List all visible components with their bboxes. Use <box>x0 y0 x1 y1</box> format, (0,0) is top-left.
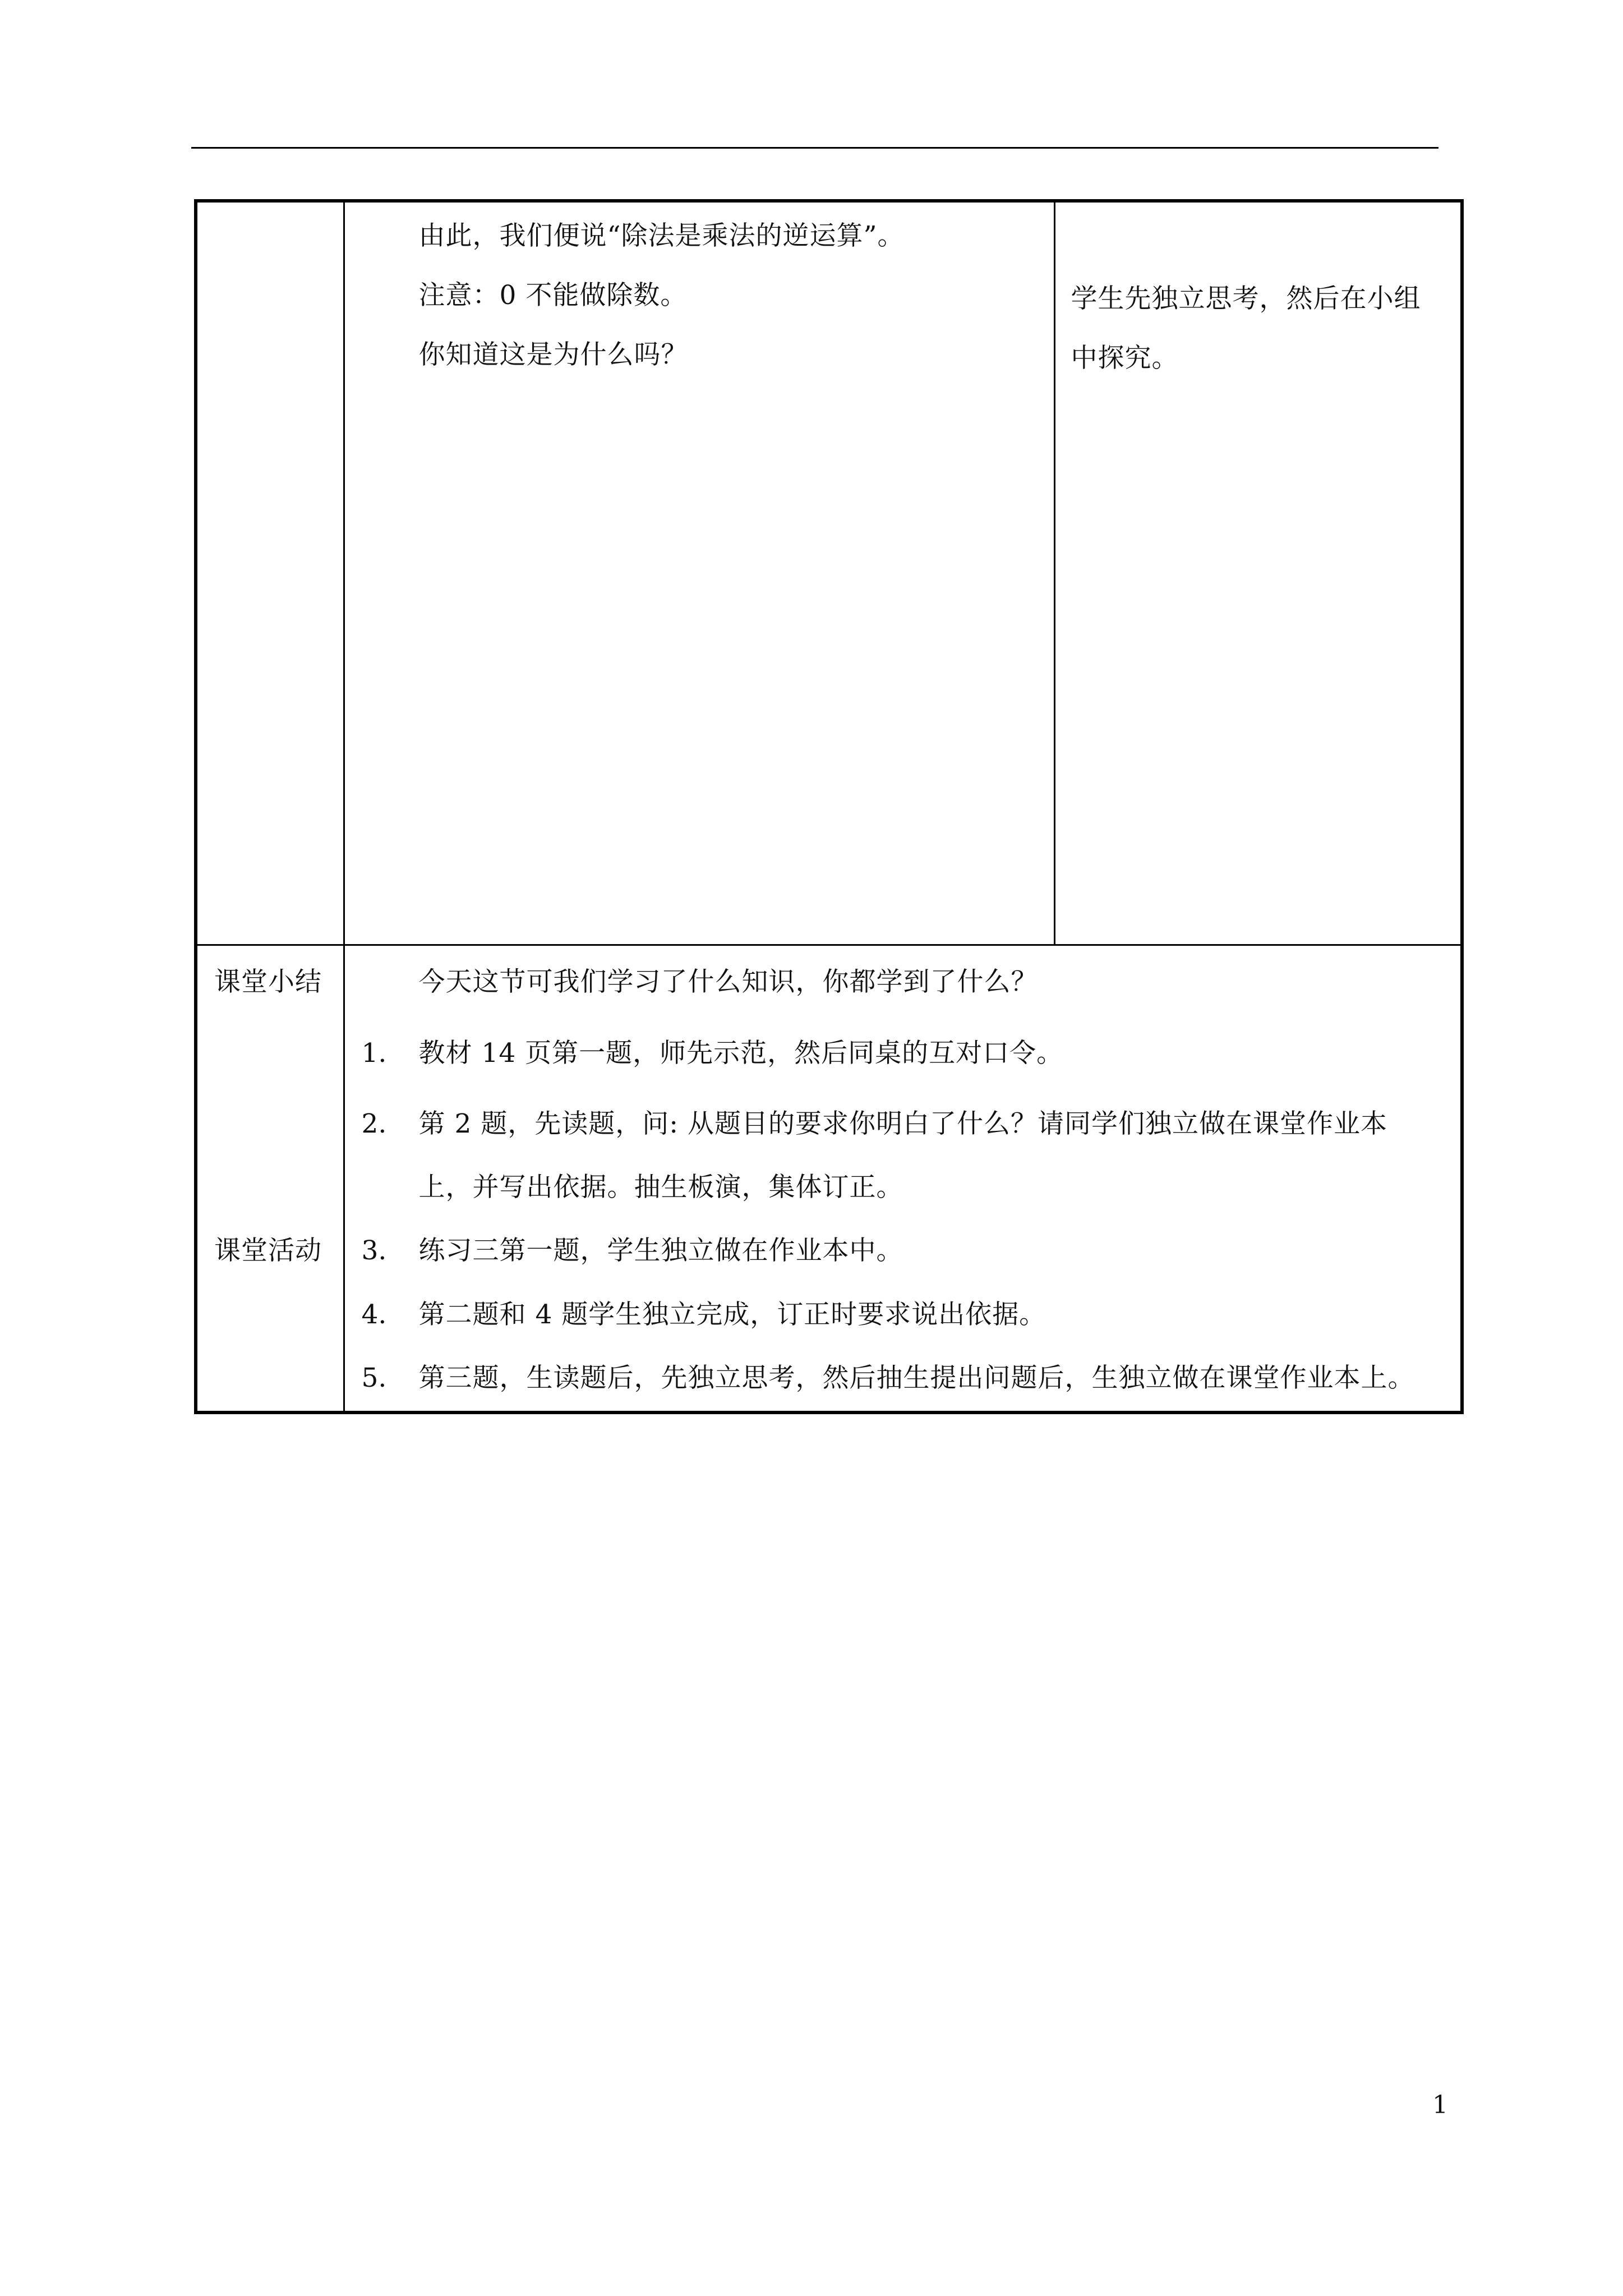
content-line-2: 注意：0 不能做除数。 <box>418 280 688 311</box>
lesson-plan-table <box>194 199 1464 1414</box>
item-4-number: 4. <box>361 1299 387 1330</box>
item-5-number: 5. <box>361 1362 387 1393</box>
item-2-continuation: 上，并写出依据。抽生板演，集体订正。 <box>418 1171 903 1203</box>
item-2-number: 2. <box>361 1108 387 1139</box>
item-3-number: 3. <box>361 1235 387 1266</box>
page-number: 1 <box>1432 2091 1448 2119</box>
summary-label-cell <box>196 945 344 1412</box>
label-activity: 课堂活动 <box>214 1235 322 1266</box>
row-label-cell <box>196 201 344 945</box>
content-line-3: 你知道这是为什么吗？ <box>418 339 688 370</box>
header-rule <box>191 147 1438 149</box>
label-summary: 课堂小结 <box>214 966 322 997</box>
note-line-1: 学生先独立思考，然后在小组 <box>1071 283 1421 314</box>
note-line-2: 中探究。 <box>1071 343 1179 374</box>
item-1-number: 1. <box>361 1037 387 1069</box>
summary-intro: 今天这节可我们学习了什么知识，你都学到了什么？ <box>418 966 1038 997</box>
item-4-text: 第二题和 4 题学生独立完成，订正时要求说出依据。 <box>418 1299 1046 1330</box>
summary-content-cell <box>344 945 1462 1412</box>
item-2-text: 第 2 题，先读题，问: 从题目的要求你明白了什么？请同学们独立做在课堂作业本 <box>418 1108 1388 1139</box>
student-activity-cell <box>1054 201 1462 945</box>
item-1-text: 教材 14 页第一题，师先示范，然后同桌的互对口令。 <box>418 1037 1064 1069</box>
table-row-process <box>196 201 1462 945</box>
content-line-1: 由此，我们便说“除法是乘法的逆运算”。 <box>418 220 905 251</box>
item-5-text: 第三题，生读题后，先独立思考，然后抽生提出问题后，生独立做在课堂作业本上。 <box>418 1362 1415 1393</box>
table-row-summary <box>196 945 1462 1412</box>
item-3-text: 练习三第一题，学生独立做在作业本中。 <box>418 1235 903 1266</box>
teaching-content-cell <box>344 201 1054 945</box>
